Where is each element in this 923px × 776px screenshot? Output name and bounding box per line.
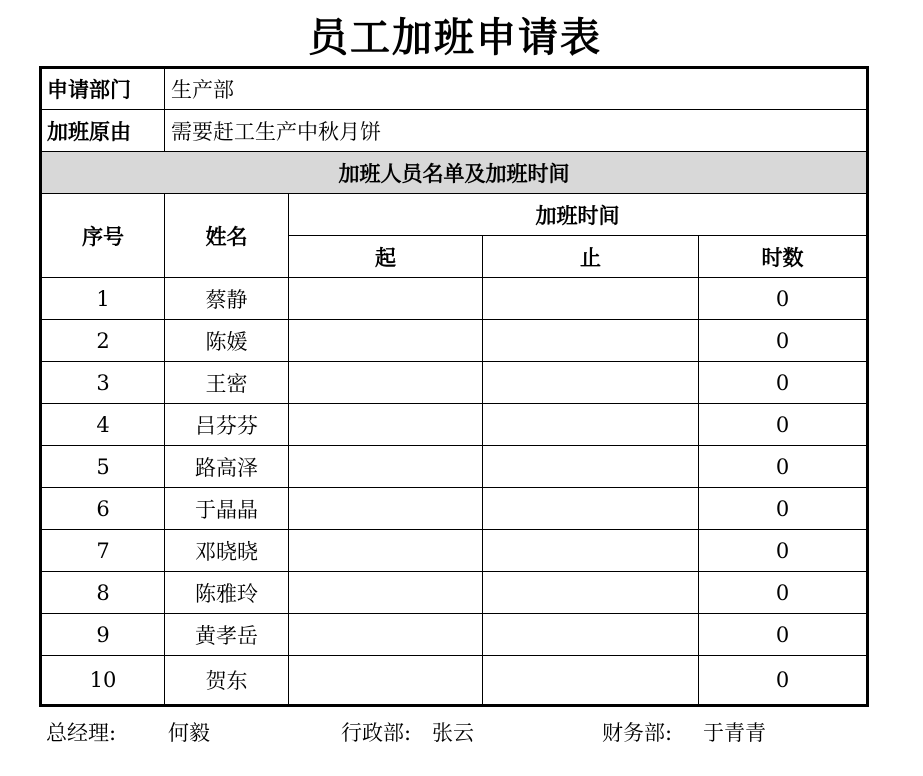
hours-cell: 0 xyxy=(699,656,868,706)
hours-cell: 0 xyxy=(699,572,868,614)
section-row xyxy=(41,152,868,194)
start-time-cell[interactable] xyxy=(289,446,483,488)
employee-row xyxy=(41,404,868,446)
name-cell: 黄孝岳 xyxy=(165,614,289,656)
end-time-cell[interactable] xyxy=(483,320,699,362)
employee-row xyxy=(41,446,868,488)
name-cell: 贺东 xyxy=(165,656,289,706)
section-title: 加班人员名单及加班时间 xyxy=(41,152,868,194)
employee-row xyxy=(41,656,868,706)
header-row-1 xyxy=(41,194,868,236)
employee-row xyxy=(41,530,868,572)
name-cell: 邓晓晓 xyxy=(165,530,289,572)
gm-label: 总经理: xyxy=(46,721,117,745)
form-title: 员工加班申请表 xyxy=(308,14,602,61)
end-time-cell[interactable] xyxy=(483,446,699,488)
seq-cell: 6 xyxy=(41,488,165,530)
name-header: 姓名 xyxy=(165,194,289,278)
name-cell: 于晶晶 xyxy=(165,488,289,530)
gm-name: 何毅 xyxy=(168,721,210,745)
start-time-cell[interactable] xyxy=(289,572,483,614)
seq-cell: 8 xyxy=(41,572,165,614)
hours-cell: 0 xyxy=(699,446,868,488)
name-cell: 陈雅玲 xyxy=(165,572,289,614)
dept-row xyxy=(41,68,868,110)
overtime-form-table xyxy=(39,66,869,707)
reason-label: 加班原由 xyxy=(41,110,165,152)
admin-name: 张云 xyxy=(432,721,474,745)
name-cell: 王密 xyxy=(165,362,289,404)
start-time-cell[interactable] xyxy=(289,362,483,404)
end-time-cell[interactable] xyxy=(483,530,699,572)
seq-cell: 3 xyxy=(41,362,165,404)
hours-cell: 0 xyxy=(699,278,868,320)
ot-time-header: 加班时间 xyxy=(289,194,868,236)
start-time-cell[interactable] xyxy=(289,656,483,706)
end-time-cell[interactable] xyxy=(483,278,699,320)
hours-cell: 0 xyxy=(699,320,868,362)
seq-cell: 1 xyxy=(41,278,165,320)
employee-row xyxy=(41,572,868,614)
dept-value-cell[interactable]: 生产部 xyxy=(165,68,868,110)
hours-cell: 0 xyxy=(699,614,868,656)
reason-value-cell[interactable]: 需要赶工生产中秋月饼 xyxy=(165,110,868,152)
end-time-cell[interactable] xyxy=(483,404,699,446)
end-time-cell[interactable] xyxy=(483,614,699,656)
hours-cell: 0 xyxy=(699,488,868,530)
start-time-cell[interactable] xyxy=(289,320,483,362)
employee-row xyxy=(41,614,868,656)
employee-row xyxy=(41,488,868,530)
start-time-cell[interactable] xyxy=(289,404,483,446)
seq-cell: 4 xyxy=(41,404,165,446)
seq-cell: 7 xyxy=(41,530,165,572)
seq-cell: 5 xyxy=(41,446,165,488)
hours-cell: 0 xyxy=(699,530,868,572)
hours-cell: 0 xyxy=(699,362,868,404)
hours-cell: 0 xyxy=(699,404,868,446)
dept-label: 申请部门 xyxy=(41,68,165,110)
signature-footer xyxy=(0,716,923,750)
employee-row xyxy=(41,278,868,320)
start-time-cell[interactable] xyxy=(289,488,483,530)
start-header: 起 xyxy=(289,236,483,278)
seq-cell: 9 xyxy=(41,614,165,656)
start-time-cell[interactable] xyxy=(289,530,483,572)
name-cell: 路高泽 xyxy=(165,446,289,488)
end-time-cell[interactable] xyxy=(483,488,699,530)
hours-header: 时数 xyxy=(699,236,868,278)
start-time-cell[interactable] xyxy=(289,614,483,656)
end-time-cell[interactable] xyxy=(483,572,699,614)
seq-header: 序号 xyxy=(41,194,165,278)
end-header: 止 xyxy=(483,236,699,278)
name-cell: 吕芬芬 xyxy=(165,404,289,446)
finance-label: 财务部: xyxy=(602,721,673,745)
employee-row xyxy=(41,320,868,362)
end-time-cell[interactable] xyxy=(483,656,699,706)
name-cell: 陈媛 xyxy=(165,320,289,362)
start-time-cell[interactable] xyxy=(289,278,483,320)
seq-cell: 10 xyxy=(41,656,165,706)
name-cell: 蔡静 xyxy=(165,278,289,320)
employee-row xyxy=(41,362,868,404)
seq-cell: 2 xyxy=(41,320,165,362)
reason-row xyxy=(41,110,868,152)
end-time-cell[interactable] xyxy=(483,362,699,404)
finance-name: 于青青 xyxy=(703,721,766,745)
admin-label: 行政部: xyxy=(341,721,412,745)
